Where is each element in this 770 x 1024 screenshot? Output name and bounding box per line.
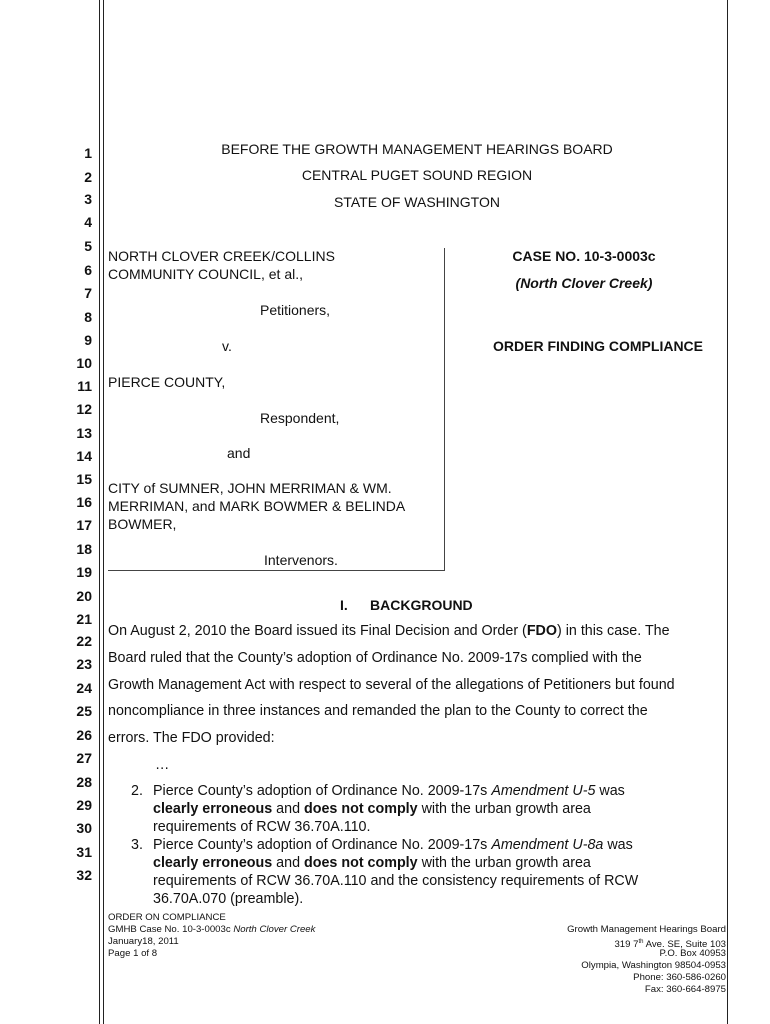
line-number: 27 — [76, 750, 92, 766]
ellipsis: … — [155, 757, 170, 773]
list-item-line: Pierce County’s adoption of Ordinance No. 2009-17s Amendment U-5 was — [153, 783, 625, 799]
line-number: 15 — [76, 471, 92, 487]
region-title: CENTRAL PUGET SOUND REGION — [301, 167, 533, 183]
line-number: 11 — [77, 378, 92, 394]
line-number: 14 — [76, 448, 92, 464]
line-number: 16 — [76, 494, 92, 510]
case-number: CASE NO. 10-3-0003c — [512, 248, 656, 264]
line-number: 30 — [76, 820, 92, 836]
line-number: 3 — [84, 191, 92, 207]
list-item-line: Pierce County’s adoption of Ordinance No. 2009-17s Amendment U-8a was — [153, 837, 633, 853]
and-conjunction: and — [227, 445, 251, 461]
line-number: 8 — [84, 309, 92, 325]
line-number: 7 — [84, 285, 92, 301]
intervenor-name-line3: BOWMER, — [108, 516, 177, 532]
state-title: STATE OF WASHINGTON — [334, 194, 500, 210]
line-number: 22 — [76, 633, 92, 649]
line-number: 12 — [76, 401, 92, 417]
line-number: 23 — [76, 656, 92, 672]
section-numeral: I. — [340, 597, 348, 613]
right-margin-rule — [727, 0, 728, 1024]
footer-po-box: P.O. Box 40953 — [659, 948, 726, 959]
line-number: 21 — [76, 611, 92, 627]
list-item-line: requirements of RCW 36.70A.110. — [153, 819, 371, 835]
line-number: 29 — [76, 797, 92, 813]
line-number: 13 — [76, 425, 92, 441]
line-number: 31 — [76, 844, 92, 860]
paragraph-line: errors. The FDO provided: — [108, 730, 275, 746]
footer-page-number: Page 1 of 8 — [108, 948, 158, 959]
line-number: 10 — [76, 355, 92, 371]
line-number: 1 — [84, 145, 92, 161]
list-item-line: clearly erroneous and does not comply with the urban growth area — [153, 801, 591, 817]
versus: v. — [222, 338, 232, 354]
footer-board-name: Growth Management Hearings Board — [567, 924, 726, 935]
list-item-line: requirements of RCW 36.70A.110 and the consistency requirements of RCW — [153, 873, 639, 889]
footer-phone: Phone: 360-586-0260 — [633, 972, 726, 983]
line-number: 6 — [84, 262, 92, 278]
footer-city: Olympia, Washington 98504-0953 — [581, 960, 726, 971]
list-item-line: clearly erroneous and does not comply with the urban growth area — [153, 855, 591, 871]
line-number: 17 — [76, 517, 92, 533]
list-item-line: 36.70A.070 (preamble). — [153, 891, 304, 907]
line-number: 25 — [76, 703, 92, 719]
intervenors-label: Intervenors. — [264, 552, 338, 568]
intervenor-name-line1: CITY of SUMNER, JOHN MERRIMAN & WM. — [108, 480, 392, 496]
petitioners-label: Petitioners, — [260, 302, 331, 318]
line-number: 19 — [76, 564, 92, 580]
left-margin-rule-inner — [103, 0, 104, 1024]
line-number: 26 — [76, 727, 92, 743]
paragraph-line: On August 2, 2010 the Board issued its Final Decision and Order (FDO) in this case. The — [108, 623, 670, 639]
footer-fax: Fax: 360-664-8975 — [644, 984, 726, 995]
line-number: 28 — [76, 774, 92, 790]
line-number: 18 — [76, 541, 92, 557]
footer-case: GMHB Case No. 10-3-0003c North Clover Creek — [108, 924, 316, 935]
list-item-number: 3. — [131, 837, 143, 853]
footer-order-title: ORDER ON COMPLIANCE — [108, 912, 226, 923]
respondent-name: PIERCE COUNTY, — [108, 374, 226, 390]
paragraph-line: noncompliance in three instances and remanded the plan to the County to correct the — [108, 703, 648, 719]
footer-address: 319 7th Ave. SE, Suite 103 — [614, 939, 726, 951]
line-number: 5 — [84, 238, 92, 254]
footer-date: January18, 2011 — [108, 936, 179, 947]
petitioner-name-line1: NORTH CLOVER CREEK/COLLINS — [108, 248, 335, 264]
respondent-label: Respondent, — [260, 410, 340, 426]
line-number: 9 — [84, 332, 92, 348]
petitioner-name-line2: COMMUNITY COUNCIL, et al., — [108, 266, 303, 282]
case-name: (North Clover Creek) — [515, 275, 653, 291]
line-number: 20 — [76, 588, 92, 604]
intervenor-name-line2: MERRIMAN, and MARK BOWMER & BELINDA — [108, 498, 406, 514]
board-title: BEFORE THE GROWTH MANAGEMENT HEARINGS BOARD — [221, 141, 613, 157]
paragraph-line: Growth Management Act with respect to several of the allegations of Petitioners but found — [108, 677, 675, 693]
left-margin-rule-outer — [99, 0, 100, 1024]
line-number: 4 — [84, 214, 92, 230]
list-item-number: 2. — [131, 783, 143, 799]
line-number: 2 — [84, 169, 92, 185]
section-title: BACKGROUND — [370, 597, 473, 613]
line-number: 24 — [76, 680, 92, 696]
order-title: ORDER FINDING COMPLIANCE — [493, 338, 703, 354]
paragraph-line: Board ruled that the County’s adoption of Ordinance No. 2009-17s complied with the — [108, 650, 642, 666]
line-number: 32 — [76, 867, 92, 883]
